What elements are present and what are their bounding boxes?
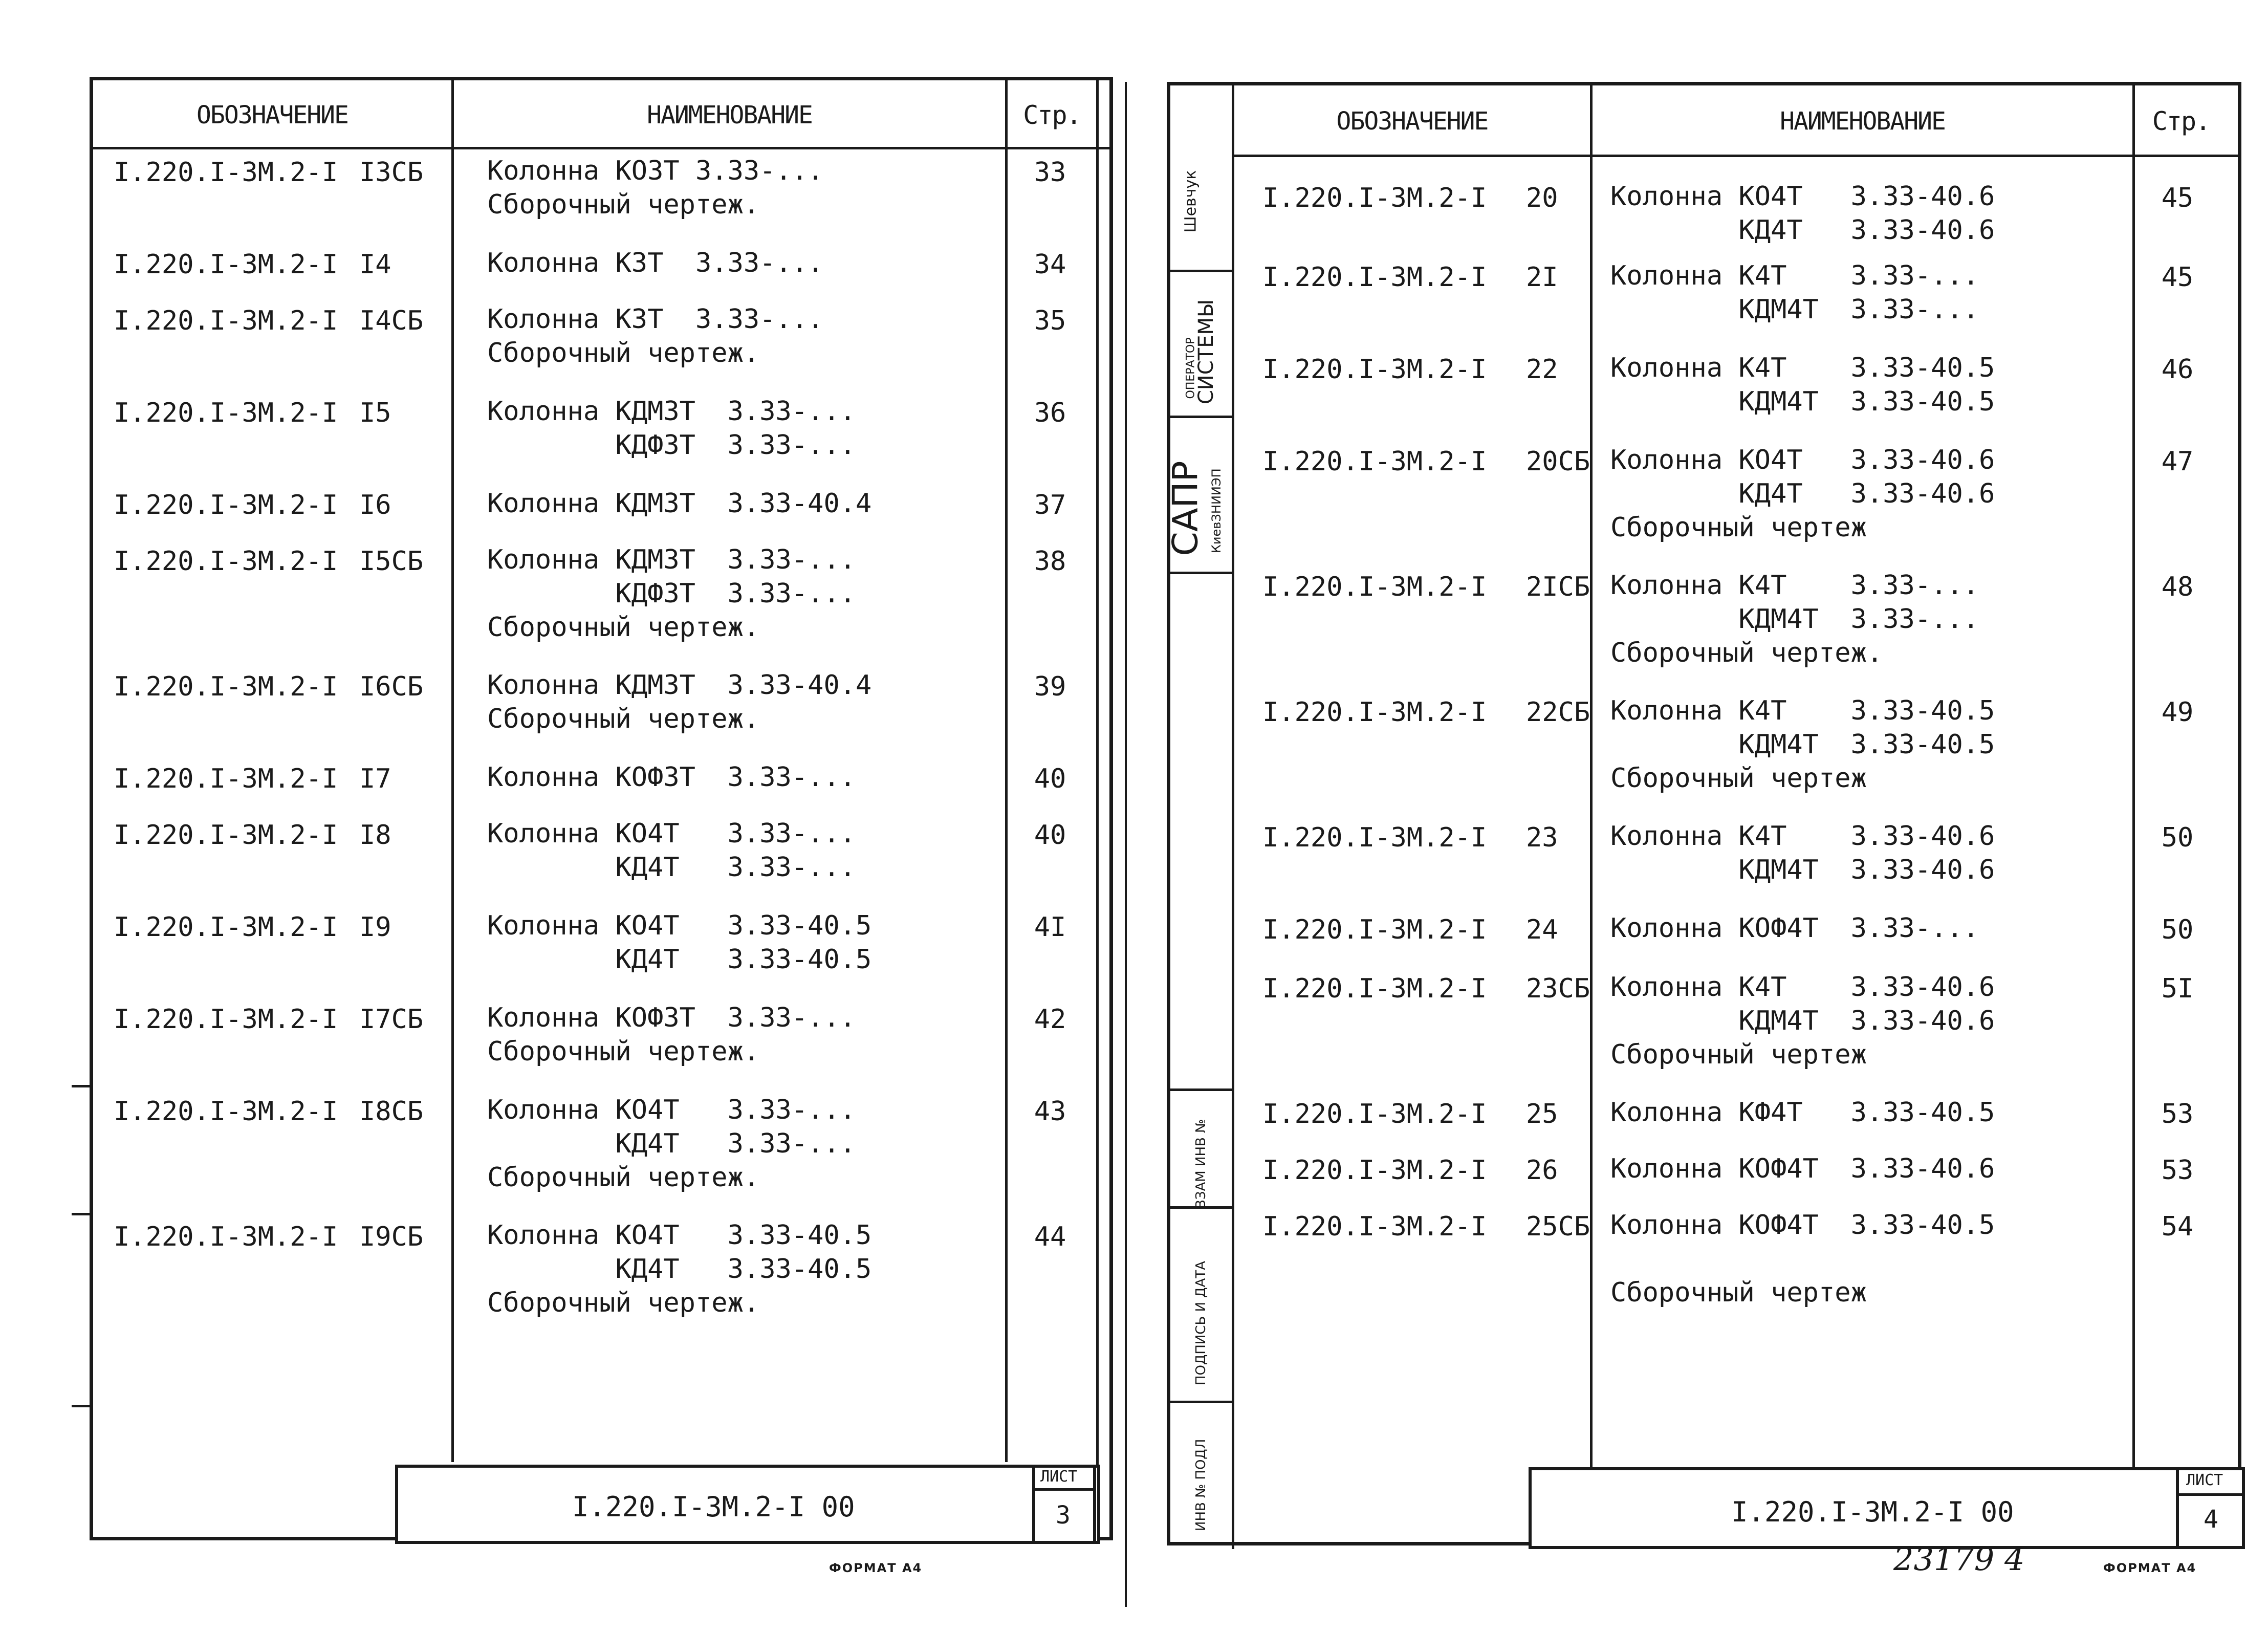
name-cell: Колонна КДМЗТ 3.33-... КДФЗТ 3.33-... Сборочный чертеж.	[487, 545, 856, 643]
number-cell: I7	[359, 764, 391, 794]
sidebar-system: СИСТЕМЫ	[1194, 299, 1218, 404]
margin-tick	[72, 1213, 92, 1215]
number-cell: I3СБ	[359, 157, 424, 188]
number-cell: 23СБ	[1526, 973, 1590, 1004]
code-cell: I.220.I-3M.2-I	[1262, 1155, 1487, 1186]
number-cell: I6СБ	[359, 671, 424, 702]
margin-tick	[72, 1085, 92, 1087]
number-cell: I9	[359, 912, 391, 943]
sidebar-institute: КиевЗНИИЭП	[1209, 468, 1224, 553]
header-designation: ОБОЗНАЧЕНИЕ	[1336, 107, 1488, 136]
sheet-box	[1032, 1465, 1096, 1544]
name-cell: Колонна КОФ4Т 3.33-...	[1610, 913, 1979, 944]
page-cell: 39	[1034, 671, 1066, 702]
title-block	[395, 1465, 1100, 1544]
number-cell: I7СБ	[359, 1004, 424, 1035]
name-cell: Колонна КО4Т 3.33-40.5 КД4Т 3.33-40.5	[487, 910, 872, 975]
page-cell: 47	[2161, 446, 2194, 477]
page-cell: 4I	[1034, 912, 1066, 943]
page-cell: 40	[1034, 764, 1066, 794]
page-cell: 45	[2161, 262, 2194, 293]
format-label: ФОРМАТ А4	[829, 1561, 923, 1575]
sidebar-inv: ИНВ № ПОДЛ	[1193, 1439, 1209, 1531]
name-cell: Колонна К4Т 3.33-40.5 КДМ4Т 3.33-40.5	[1610, 353, 1995, 417]
page-cell: 35	[1034, 306, 1066, 336]
name-cell: Колонна К4Т 3.33-40.6 КДМ4Т 3.33-40.6 Сборочный чертеж	[1610, 972, 1995, 1070]
margin-tick	[72, 1405, 92, 1407]
code-cell: I.220.I-3M.2-I	[114, 546, 338, 577]
page-cell: 54	[2161, 1211, 2194, 1242]
sidebar-sapr: САПР	[1165, 461, 1206, 556]
number-cell: I8СБ	[359, 1096, 424, 1127]
code-cell: I.220.I-3M.2-I	[114, 912, 338, 943]
code-cell: I.220.I-3M.2-I	[114, 490, 338, 520]
page-cell: 46	[2161, 354, 2194, 385]
number-cell: I8	[359, 820, 391, 851]
page-cell: 53	[2161, 1155, 2194, 1186]
format-label: ФОРМАТ А4	[2103, 1561, 2197, 1575]
code-cell: I.220.I-3M.2-I	[114, 1004, 338, 1035]
code-cell: I.220.I-3M.2-I	[114, 249, 338, 280]
name-cell: Колонна К4Т 3.33-40.5 КДМ4Т 3.33-40.5 Сборочный чертеж	[1610, 695, 1995, 794]
sidebar-separator	[1170, 270, 1232, 272]
document-code: I.220.I-3M.2-I 00	[1731, 1496, 2014, 1528]
header-name: НАИМЕНОВАНИЕ	[1780, 107, 1945, 136]
code-cell: I.220.I-3M.2-I	[114, 1222, 338, 1252]
page-cell: 42	[1034, 1004, 1066, 1035]
number-cell: 25СБ	[1526, 1211, 1590, 1242]
number-cell: 25	[1526, 1099, 1558, 1129]
name-cell: Колонна КДМЗТ 3.33-40.4	[487, 488, 872, 519]
page-cell: 37	[1034, 490, 1066, 520]
header-designation: ОБОЗНАЧЕНИЕ	[197, 100, 348, 129]
code-cell: I.220.I-3M.2-I	[114, 398, 338, 428]
number-cell: 26	[1526, 1155, 1558, 1186]
document-code: I.220.I-3M.2-I 00	[572, 1491, 855, 1523]
number-cell: I6	[359, 490, 391, 520]
right-sheet	[1167, 82, 2241, 1545]
header-name: НАИМЕНОВАНИЕ	[647, 100, 812, 129]
name-cell: Колонна КЗТ 3.33-...	[487, 248, 824, 278]
sidebar-vzam: ВЗАМ ИНВ №	[1193, 1119, 1209, 1209]
name-cell: Колонна КОФЗТ 3.33-...	[487, 762, 856, 793]
page-cell: 34	[1034, 249, 1066, 280]
page-cell: 43	[1034, 1096, 1066, 1127]
name-cell: Колонна КО4Т 3.33-... КД4Т 3.33-... Сборочный чертеж.	[487, 1095, 856, 1193]
code-cell: I.220.I-3M.2-I	[1262, 1211, 1487, 1242]
page-cell: 5I	[2161, 973, 2194, 1004]
code-cell: I.220.I-3M.2-I	[114, 1096, 338, 1127]
page-cell: 33	[1034, 157, 1066, 188]
code-cell: I.220.I-3M.2-I	[1262, 915, 1487, 945]
sidebar-separator	[1170, 416, 1232, 418]
number-cell: 23	[1526, 822, 1558, 853]
sidebar-podpis: ПОДПИСЬ И ДАТА	[1193, 1260, 1209, 1385]
page-cell: 40	[1034, 820, 1066, 851]
sidebar-separator	[1170, 572, 1232, 574]
number-cell: I4СБ	[359, 306, 424, 336]
number-cell: I4	[359, 249, 391, 280]
sheet-box-divider	[1035, 1488, 1093, 1491]
sidebar-separator	[1170, 1401, 1232, 1403]
number-cell: I5	[359, 398, 391, 428]
code-cell: I.220.I-3M.2-I	[114, 306, 338, 336]
left-sheet	[90, 77, 1113, 1540]
page-cell: 45	[2161, 183, 2194, 213]
column-divider	[451, 80, 454, 1462]
name-cell: Колонна КОФЗТ 3.33-... Сборочный чертеж.	[487, 1003, 856, 1067]
name-cell: Колонна КДМЗТ 3.33-... КДФЗТ 3.33-...	[487, 396, 856, 461]
number-cell: 20	[1526, 183, 1558, 213]
name-cell: Колонна К4Т 3.33-... КДМ4Т 3.33-... Сборочный чертеж.	[1610, 570, 1979, 668]
title-block	[1529, 1467, 2245, 1549]
number-cell: 22	[1526, 354, 1558, 385]
code-cell: I.220.I-3M.2-I	[1262, 183, 1487, 213]
code-cell: I.220.I-3M.2-I	[1262, 572, 1487, 602]
code-cell: I.220.I-3M.2-I	[114, 671, 338, 702]
page-cell: 36	[1034, 398, 1066, 428]
sheet-label: ЛИСТ	[2186, 1471, 2223, 1489]
page-cell: 38	[1034, 546, 1066, 577]
code-cell: I.220.I-3M.2-I	[114, 157, 338, 188]
sidebar-divider	[1232, 85, 1234, 1549]
name-cell: Колонна К4Т 3.33-... КДМ4Т 3.33-...	[1610, 260, 1979, 325]
column-divider	[1590, 85, 1593, 1467]
code-cell: I.220.I-3M.2-I	[1262, 822, 1487, 853]
name-cell: Колонна КО4Т 3.33-40.5 КД4Т 3.33-40.5 Сборочный чертеж.	[487, 1220, 872, 1318]
page-cell: 50	[2161, 822, 2194, 853]
name-cell: Колонна КОЗТ 3.33-... Сборочный чертеж.	[487, 156, 824, 220]
name-cell: Колонна КО4Т 3.33-40.6 КД4Т 3.33-40.6	[1610, 181, 1995, 246]
code-cell: I.220.I-3M.2-I	[1262, 354, 1487, 385]
number-cell: 2I	[1526, 262, 1558, 293]
sheet-number: 4	[2204, 1505, 2218, 1534]
sidebar-operator: ОПЕРАТОР	[1184, 337, 1197, 399]
page-cell: 53	[2161, 1099, 2194, 1129]
name-cell: Колонна КОФ4Т 3.33-40.6	[1610, 1153, 1995, 1184]
name-cell: Колонна К4Т 3.33-40.6 КДМ4Т 3.33-40.6	[1610, 821, 1995, 885]
code-cell: I.220.I-3M.2-I	[114, 764, 338, 794]
sheet-label: ЛИСТ	[1040, 1468, 1078, 1486]
column-divider	[1096, 80, 1099, 1544]
page-cell: 48	[2161, 572, 2194, 602]
handwritten-number: 23179 4	[1893, 1540, 2025, 1578]
number-cell: 20СБ	[1526, 446, 1590, 477]
name-cell: Колонна КДМЗТ 3.33-40.4 Сборочный чертеж.	[487, 670, 872, 734]
name-cell: Колонна КЗТ 3.33-... Сборочный чертеж.	[487, 304, 824, 368]
page-cell: 44	[1034, 1222, 1066, 1252]
header-page: Стр.	[2152, 106, 2210, 136]
name-cell: Колонна КО4Т 3.33-... КД4Т 3.33-...	[487, 818, 856, 883]
number-cell: 2IСБ	[1526, 572, 1590, 602]
center-fold-line	[1125, 82, 1127, 1607]
page-cell: 49	[2161, 697, 2194, 728]
sheet-box	[2176, 1467, 2245, 1549]
number-cell: I5СБ	[359, 546, 424, 577]
name-cell: Колонна КОФ4Т 3.33-40.5 Сборочный чертеж	[1610, 1210, 1995, 1308]
number-cell: 24	[1526, 915, 1558, 945]
header-page: Стр.	[1023, 100, 1081, 130]
column-divider	[2132, 85, 2135, 1467]
code-cell: I.220.I-3M.2-I	[1262, 446, 1487, 477]
code-cell: I.220.I-3M.2-I	[114, 820, 338, 851]
sheet-box-divider	[2179, 1493, 2242, 1496]
number-cell: 22СБ	[1526, 697, 1590, 728]
sidebar-surname: Шевчук	[1182, 170, 1200, 233]
name-cell: Колонна КО4Т 3.33-40.6 КД4Т 3.33-40.6 Сборочный чертеж	[1610, 445, 1995, 543]
name-cell: Колонна КФ4Т 3.33-40.5	[1610, 1097, 1995, 1128]
page-cell: 50	[2161, 915, 2194, 945]
code-cell: I.220.I-3M.2-I	[1262, 697, 1487, 728]
code-cell: I.220.I-3M.2-I	[1262, 973, 1487, 1004]
code-cell: I.220.I-3M.2-I	[1262, 262, 1487, 293]
number-cell: I9СБ	[359, 1222, 424, 1252]
column-divider	[1005, 80, 1008, 1462]
code-cell: I.220.I-3M.2-I	[1262, 1099, 1487, 1129]
sheet-number: 3	[1056, 1501, 1071, 1530]
